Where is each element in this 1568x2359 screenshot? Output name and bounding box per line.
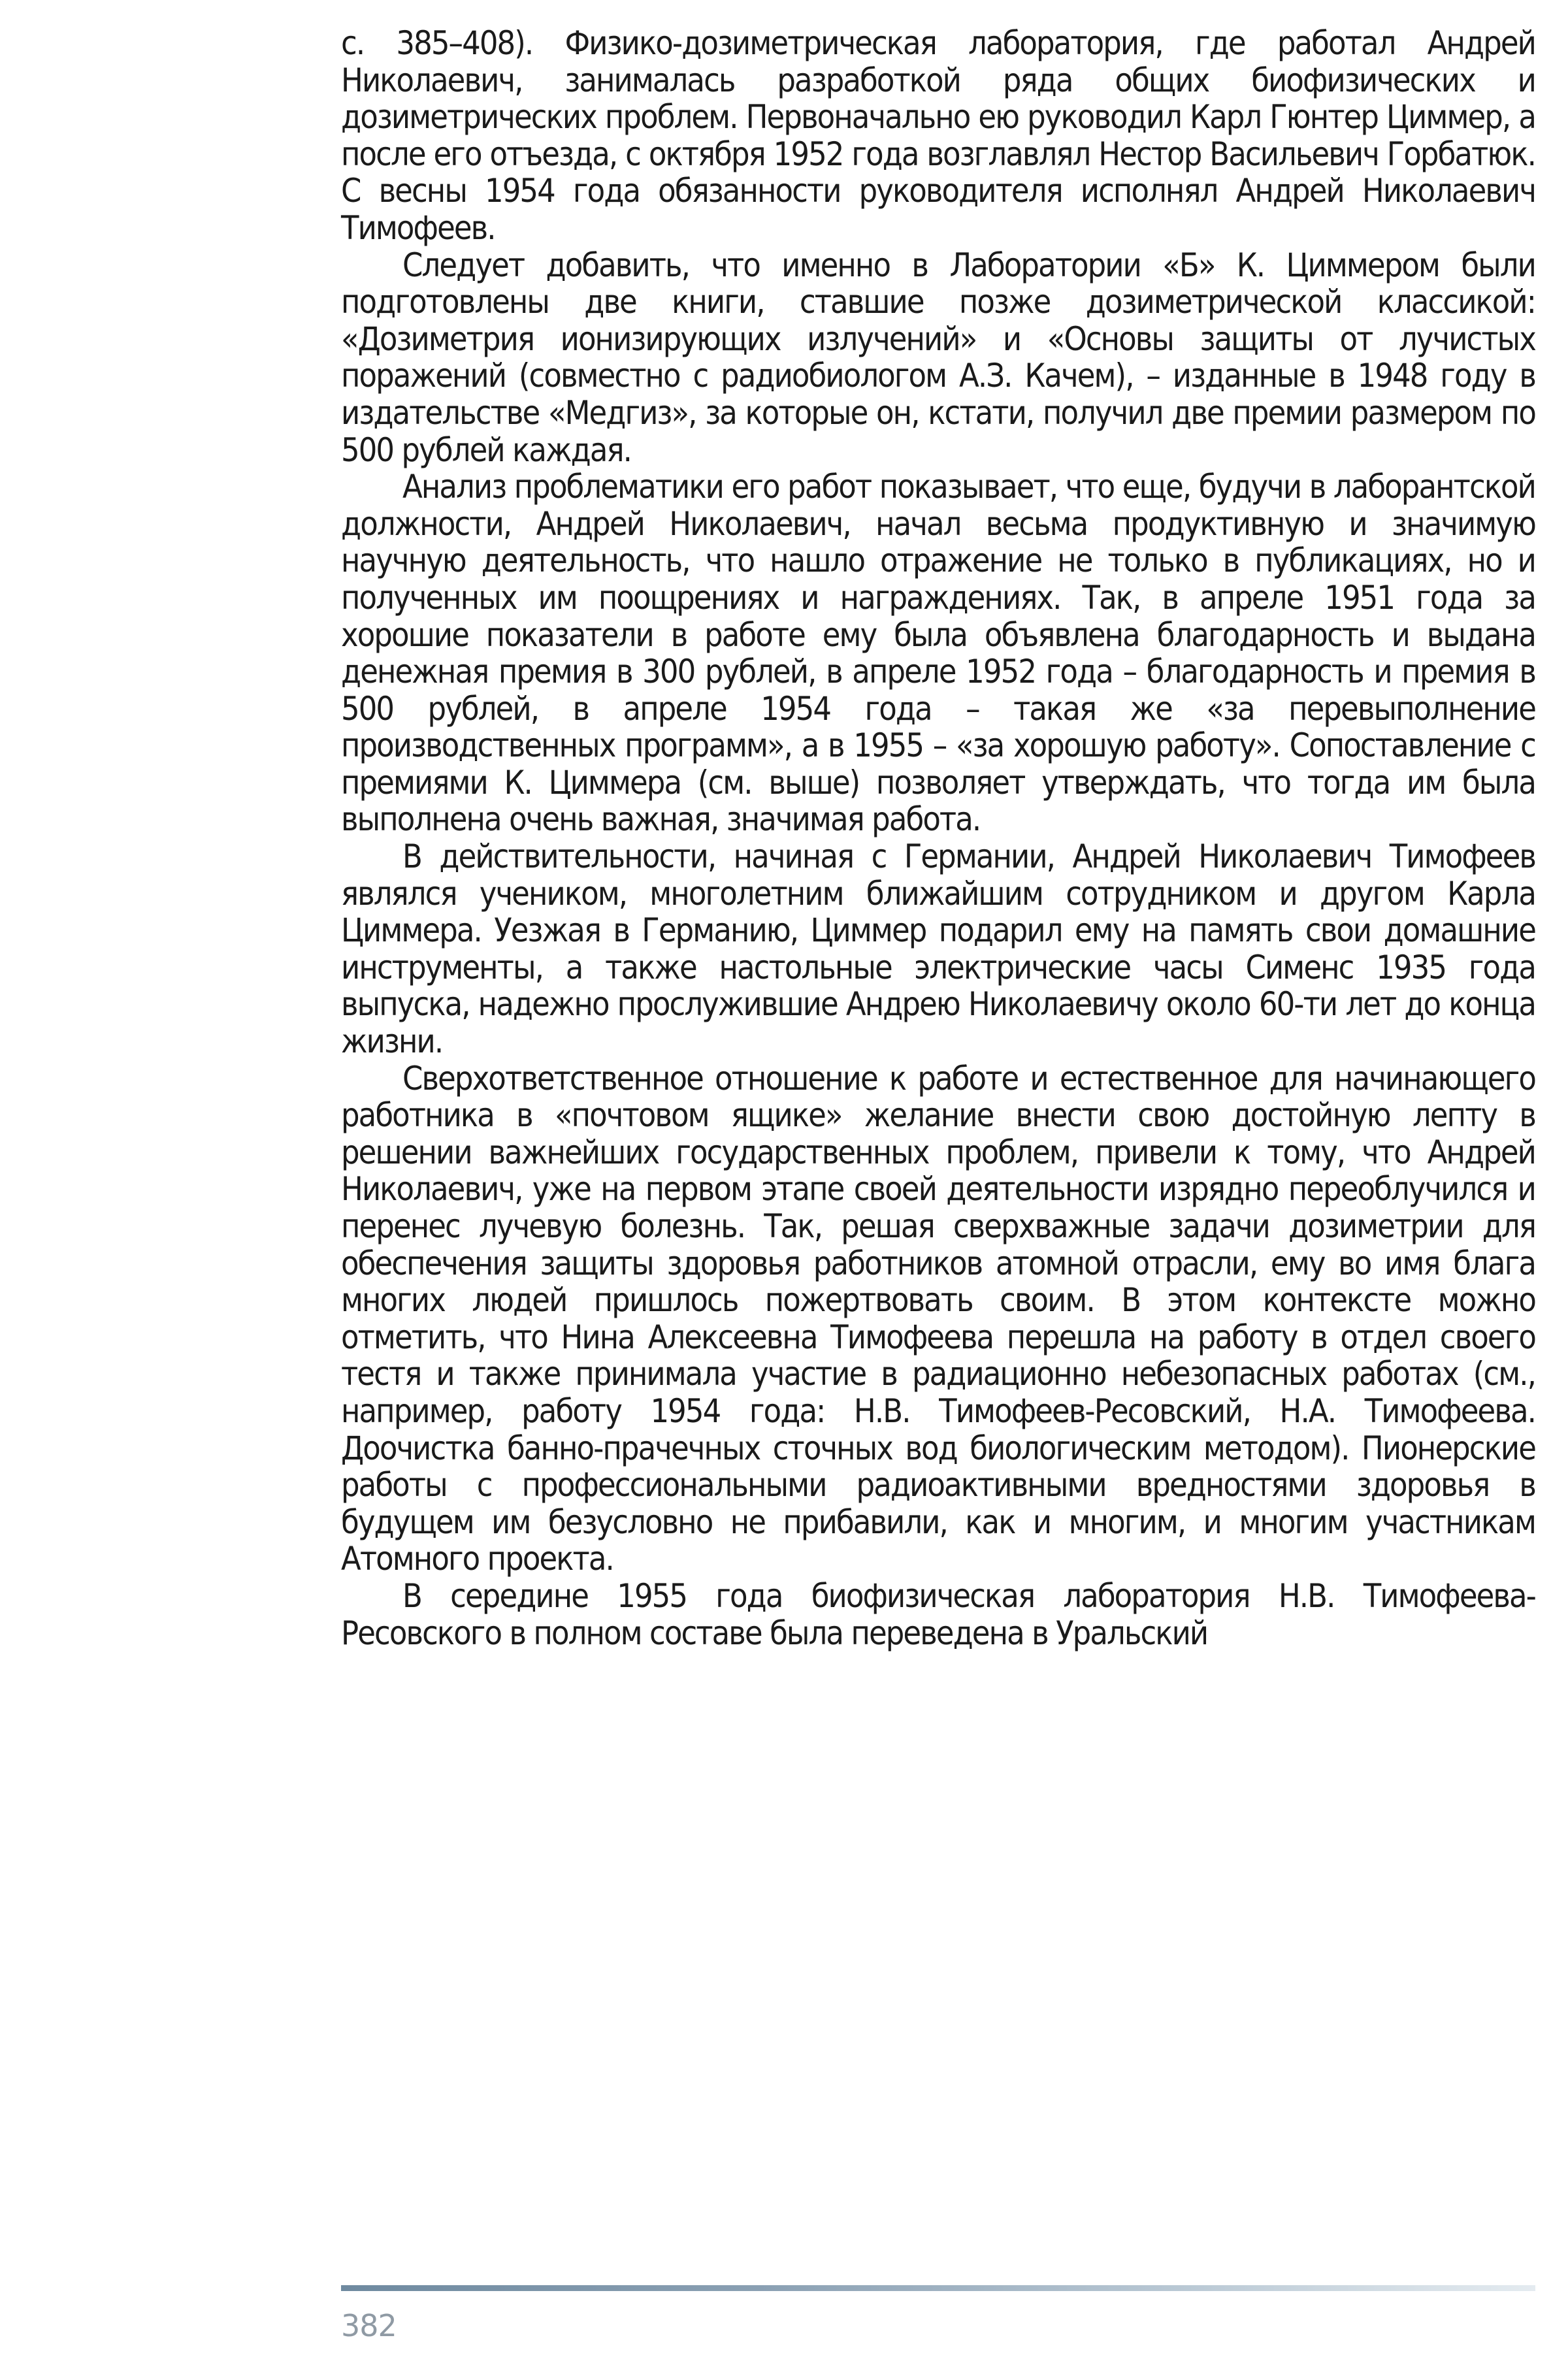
paragraph-continuation: с. 385–408). Физико-дозиметрическая лаборатория, где работал Андрей Николаевич, занималась разработкой ряда общих биофизических и дозиметрических проблем. Первоначально ею руководил Карл Гюнтер Циммер, а после его отъезда, с октября 1952 года возглавлял Нестор Васильевич Горбатюк. С весны 1954 года обязанности руководителя исполнял Андрей Николаевич Тимофеев. bbox=[341, 24, 1535, 247]
footer-rule bbox=[341, 2285, 1535, 2291]
page-number: 382 bbox=[341, 2308, 397, 2343]
paragraph-work-analysis: Анализ проблематики его работ показывает, что еще, будучи в лаборантской должности, Андрей Николаевич, начал весьма продуктивную и значимую научную деятельность, что нашло отражение не только в публикациях, но и полученных им поощрениях и награждениях. Так, в апреле 1951 года за хорошие показатели в работе ему была объявлена благодарность и выдана денежная премия в 300 рублей, в апреле 1952 года – благодарность и премия в 500 рублей, в апреле 1954 года – такая же «за перевыполнение производственных программ», а в 1955 – «за хорошую работу». Сопоставление с премиями К. Циммера (см. выше) позволяет утверждать, что тогда им была выполнена очень важная, значимая работа. bbox=[341, 468, 1535, 839]
paragraph-zimmer-books: Следует добавить, что именно в Лаборатории «Б» К. Циммером были подготовлены две книги, ставшие позже дозиметрической классикой: «Дозиметрия ионизирующих излучений» и «Основы защиты от лучистых поражений (совместно с радиобиологом А.З. Качем), – изданные в 1948 году в издательстве «Медгиз», за которые он, кстати, получил две премии размером по 500 рублей каждая. bbox=[341, 246, 1535, 469]
paragraph-radiation-sickness: Сверхответственное отношение к работе и естественное для начинающего работника в «почтовом ящике» желание внести свою достойную лепту в решении важнейших государственных проблем, привели к тому, что Андрей Николаевич, уже на первом этапе своей деятельности изрядно переоблучился и перенес лучевую болезнь. Так, решая сверхважные задачи дозиметрии для обеспечения защиты здоровья работников атомной отрасли, ему во имя блага многих людей пришлось пожертвовать своим. В этом контексте можно отметить, что Нина Алексеевна Тимофеева перешла на работу в отдел своего тестя и также принимала участие в радиационно небезопасных работах (см., например, работу 1954 года: Н.В. Тимофеев-Ресовский, Н.А. Тимофеева. Доочистка банно-прачечных сточных вод биологическим методом). Пионерские работы с профессиональными радиоактивными вредностями здоровья в будущем им безусловно не прибавили, как и многим, и многим участникам Атомного проекта. bbox=[341, 1059, 1535, 1578]
paragraph-student-of-zimmer: В действительности, начиная с Германии, Андрей Николаевич Тимофеев являлся учеником, многолетним ближайшим сотрудником и другом Карла Циммера. Уезжая в Германию, Циммер подарил ему на память свои домашние инструменты, а также настольные электрические часы Сименс 1935 года выпуска, надежно прослужившие Андрею Николаевичу около 60-ти лет до конца жизни. bbox=[341, 838, 1535, 1061]
paragraph-lab-transfer: В середине 1955 года биофизическая лаборатория Н.В. Тимофеева-Ресовского в полном составе была переведена в Уральский bbox=[341, 1576, 1535, 1652]
body-text bbox=[341, 25, 1535, 1651]
